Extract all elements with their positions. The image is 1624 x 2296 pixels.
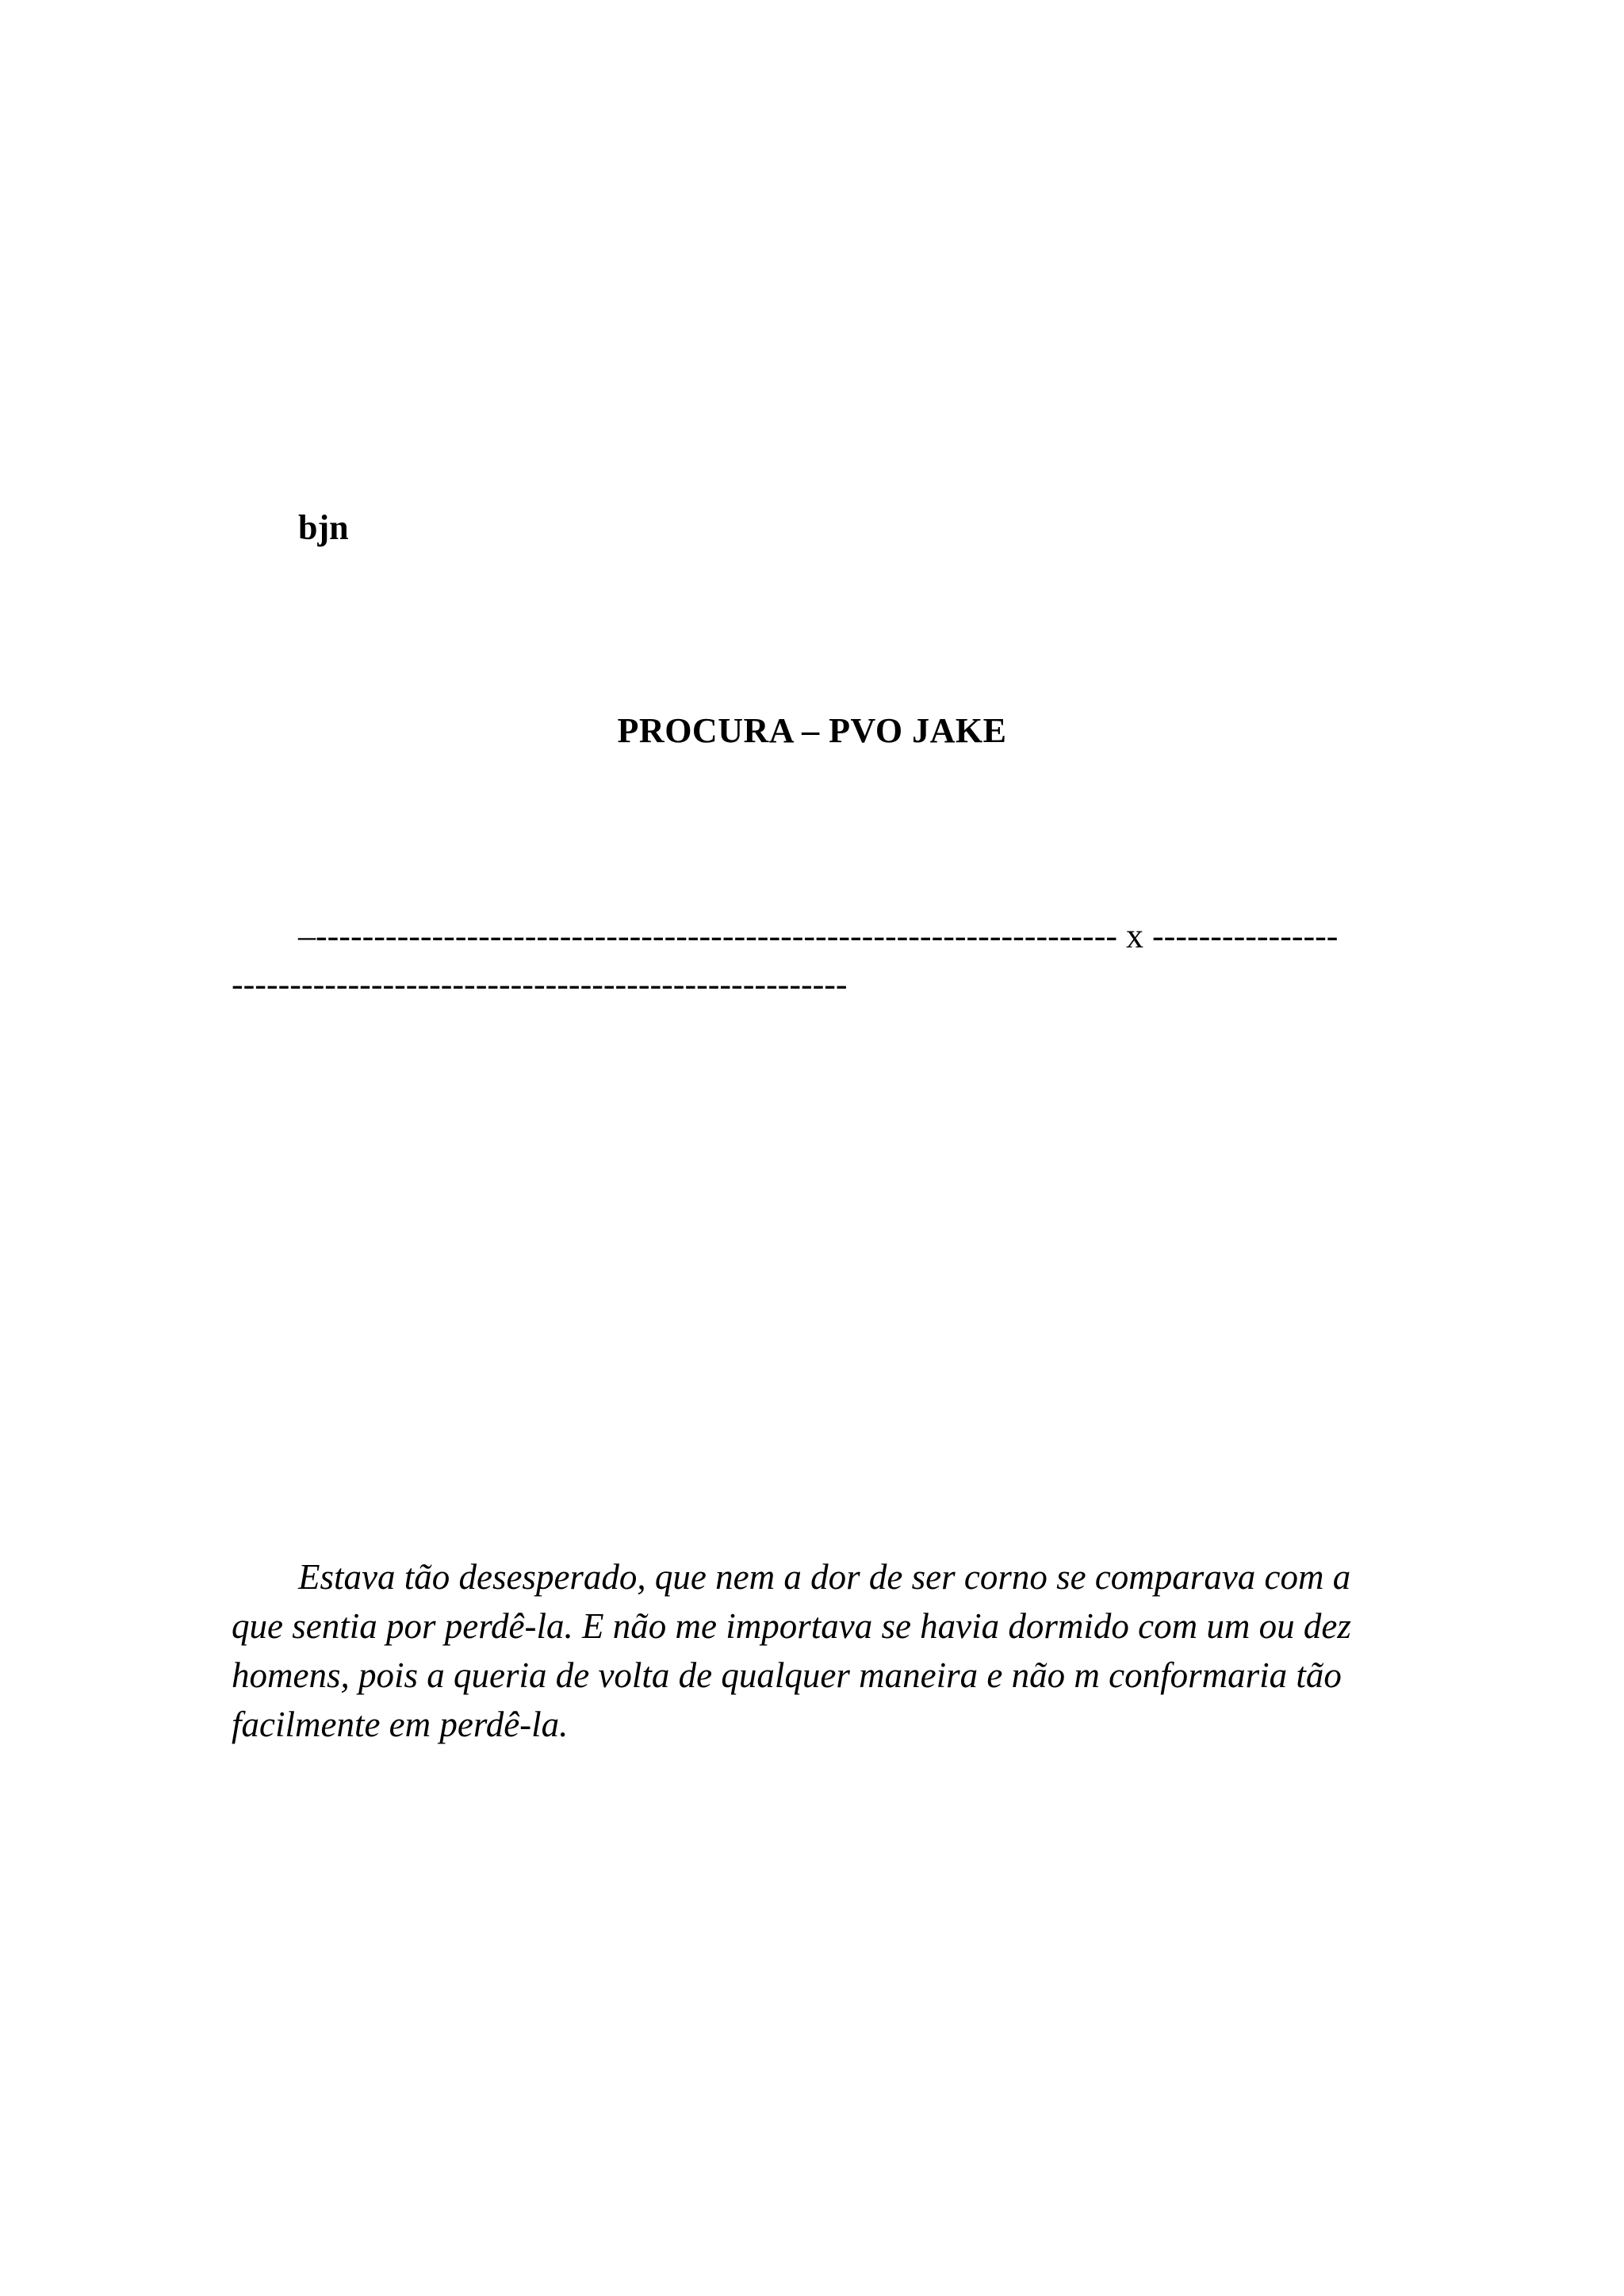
paragraph-line: homens, pois a queria de volta de qualquer maneira e não m conformaria tão [232,1655,1342,1695]
paragraph-line: Estava tão desesperado, que nem a dor de ser corno se comparava com a [298,1557,1351,1597]
separator-line: –--------------------------------------------------------------------- x ---------------- [298,916,1339,955]
separator-line: ----------------------------------------------------- [232,965,848,1004]
header-mark: bjn [298,508,349,547]
chapter-title: PROCURA – PVO JAKE [617,711,1007,750]
scene-separator [232,912,1405,1008]
paragraph-line: facilmente em perdê-la. [232,1705,569,1744]
body-paragraph [232,1552,1405,1749]
paragraph-line: que sentia por perdê-la. E não me importava se havia dormido com um ou dez [232,1606,1351,1646]
